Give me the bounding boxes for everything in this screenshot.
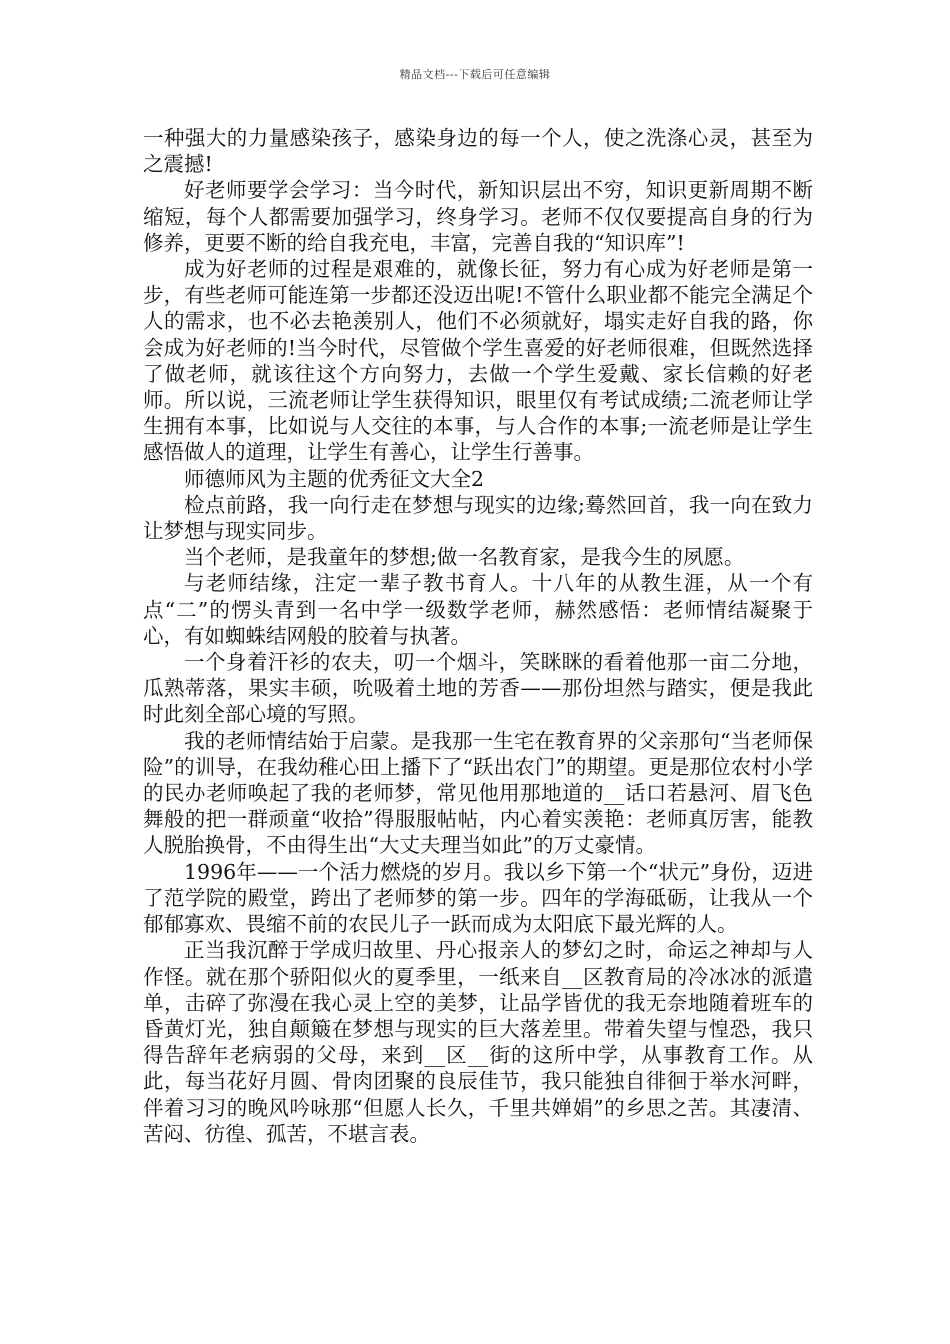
page-header: 精品文档---下载后可任意编辑 (399, 68, 551, 81)
section-heading: 师德师风为主题的优秀征文大全2 (184, 466, 485, 491)
paragraph-9: 我的老师情结始于启蒙。是我那一生宅在教育界的父亲那句“当老师保险”的训导，在我幼稚心田上播下了“跃出农门”的期望。更是那位农村小学的民办老师唤起了我的老师梦，常见他用那地道的__话口若悬河、眉飞色舞般的把一群顽童“收拾”得服服帖帖，内心着实羡艳：老师真厉害，能教人脱胎换骨，不由得生出“大丈夫理当如此”的万丈豪情。 (143, 728, 813, 858)
paragraph-10: 1996年——一个活力燃烧的岁月。我以乡下第一个“状元”身份，迈进了范学院的殿堂，跨出了老师梦的第一步。四年的学海砥砺，让我从一个郁郁寡欢、畏缩不前的农民儿子一跃而成为太阳底下最光辉的人。 (143, 859, 813, 937)
paragraph-7: 与老师结缘，注定一辈子教书育人。十八年的从教生涯，从一个有点“二”的愣头青到一名中学一级数学老师，赫然感悟：老师情结凝聚于心，有如蜘蛛结网般的胶着与执著。 (143, 571, 813, 648)
paragraph-2: 好老师要学会学习：当今时代，新知识层出不穷，知识更新周期不断缩短，每个人都需要加强学习，终身学习。老师不仅仅要提高自身的行为修养，更要不断的给自我充电，丰富，完善自我的“知识库”! (143, 178, 813, 255)
document-body (143, 125, 813, 1147)
paragraph-1: 一种强大的力量感染孩子，感染身边的每一个人，使之洗涤心灵，甚至为之震撼! (143, 126, 813, 177)
paragraph-6: 当个老师，是我童年的梦想;做一名教育家，是我今生的夙愿。 (184, 545, 745, 570)
paragraph-8: 一个身着汗衫的农夫，叨一个烟斗，笑眯眯的看着他那一亩二分地，瓜熟蒂落，果实丰硕，吮吸着土地的芳香——那份坦然与踏实，便是我此时此刻全部心境的写照。 (143, 650, 813, 727)
paragraph-3: 成为好老师的过程是艰难的，就像长征，努力有心成为好老师是第一步，有些老师可能连第一步都还没迈出呢!不管什么职业都不能完全满足个人的需求，也不必去艳羡别人，他们不必须就好，塌实走好自我的路，你会成为好老师的!当今时代，尽管做个学生喜爱的好老师很难，但既然选择了做老师，就该往这个方向努力，去做一个学生爱戴、家长信赖的好老师。所以说，三流老师让学生获得知识，眼里仅有考试成绩;二流老师让学生拥有本事，比如说与人交往的本事，与人合作的本事;一流老师是让学生感悟做人的道理，让学生有善心，让学生行善事。 (143, 257, 813, 465)
paragraph-5: 检点前路，我一向行走在梦想与现实的边缘;蓦然回首，我一向在致力让梦想与现实同步。 (143, 492, 813, 544)
paragraph-11: 正当我沉醉于学成归故里、丹心报亲人的梦幻之时，命运之神却与人作怪。就在那个骄阳似火的夏季里，一纸来自__区教育局的冷冰冰的派遣单，击碎了弥漫在我心灵上空的美梦，让品学皆优的我无奈地随着班车的昏黄灯光，独自颠簸在梦想与现实的巨大落差里。带着失望与惶恐，我只得告辞年老病弱的父母，来到__区__街的这所中学，从事教育工作。从此，每当花好月圆、骨肉团聚的良辰佳节，我只能独自徘徊于举水河畔，伴着习习的晚风吟咏那“但愿人长久，千里共婵娟”的乡思之苦。其凄清、苦闷、彷徨、孤苦，不堪言表。 (143, 938, 813, 1146)
